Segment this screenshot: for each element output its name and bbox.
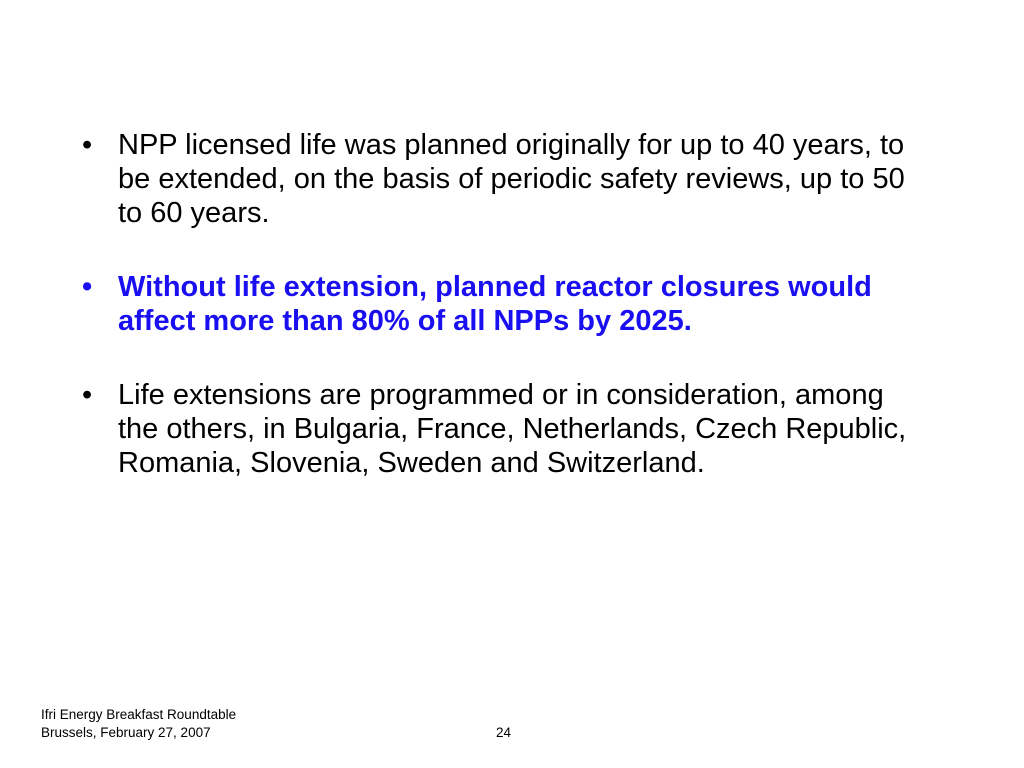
footer-event-title: Ifri Energy Breakfast Roundtable	[41, 707, 237, 722]
bullet-item-closures-highlight	[80, 270, 930, 338]
footer-event-date: Brussels, February 27, 2007	[41, 725, 211, 740]
bullet-text: NPP licensed life was planned originally for up to 40 years, to be extended, on the basis of periodic safety reviews, up to 50 to 60 years.	[118, 129, 905, 229]
bullet-text: Without life extension, planned reactor closures would affect more than 80% of all NPPs by 2025.	[118, 271, 872, 337]
page-number: 24	[496, 725, 512, 740]
footer-event-info	[41, 706, 236, 742]
bullet-dot-icon: •	[82, 129, 93, 161]
bullet-item-life-planning	[80, 128, 930, 230]
bullet-text: Life extensions are programmed or in consideration, among the others, in Bulgaria, France, Netherlands, Czech Republic, Romania, Slovenia, Sweden and Switzerland.	[118, 379, 907, 479]
bullet-dot-icon: •	[82, 271, 93, 303]
bullet-item-life-extensions	[80, 378, 930, 480]
bullet-dot-icon: •	[82, 379, 93, 411]
bullet-list	[80, 128, 930, 520]
